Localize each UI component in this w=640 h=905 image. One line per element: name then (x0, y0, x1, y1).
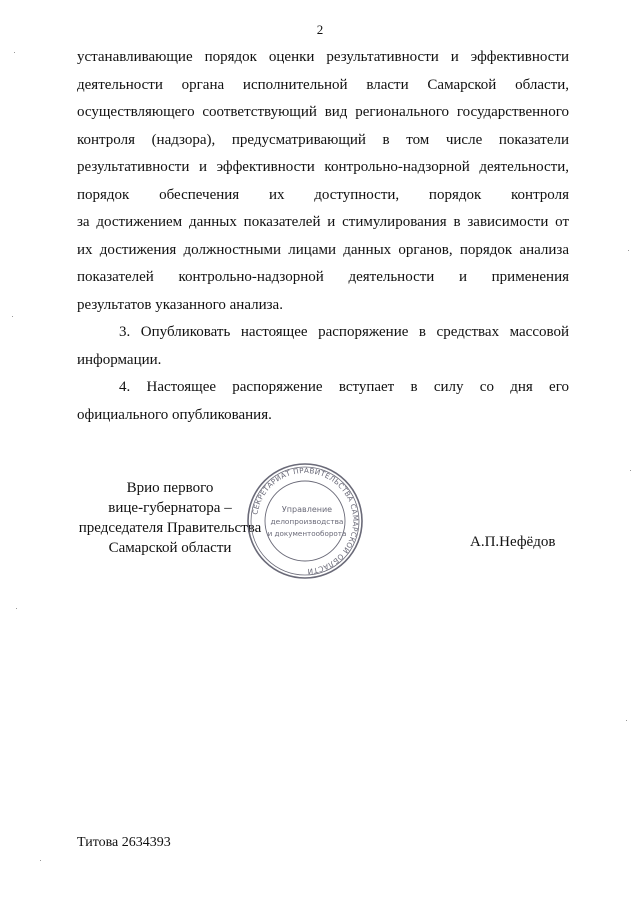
signatory-title (70, 478, 270, 558)
document-body (77, 44, 569, 429)
paragraph-line: порядок обеспечения их доступности, порядок контроля (77, 186, 569, 203)
item-3-line: 3. Опубликовать настоящее распоряжение в средствах массовой (119, 324, 569, 340)
official-stamp (245, 461, 365, 581)
signer-name: А.П.Нефёдов (470, 534, 556, 550)
executor-note: Титова 2634393 (77, 835, 171, 850)
item-4-line: 4. Настоящее распоряжение вступает в силу со дня его (119, 379, 569, 395)
page-number: 2 (316, 22, 324, 37)
svg-text:СЕКРЕТАРИАТ ПРАВИТЕЛЬСТВА САМА: СЕКРЕТАРИАТ ПРАВИТЕЛЬСТВА САМАРСКОЙ ОБЛАСТИ (250, 465, 361, 577)
paragraph-line: за достижением данных показателей и стимулирования в зависимости от (77, 214, 569, 230)
paragraph-line: осуществляющего соответствующий вид регионального государственного (77, 104, 569, 120)
svg-text:делопроизводства: делопроизводства (270, 517, 344, 526)
svg-text:Управление: Управление (281, 505, 333, 514)
paragraph-line: деятельности органа исполнительной власти Самарской области, (77, 76, 569, 93)
paragraph-line: их достижения должностными лицами данных органов, порядок анализа (77, 241, 569, 258)
signatory-title-line: Врио первого (126, 480, 214, 496)
svg-text:и документооборота: и документооборота (267, 529, 347, 538)
signatory-title-line: Самарской области (108, 540, 232, 556)
item-4-line: официального опубликования. (77, 406, 272, 423)
stamp-seal-graphic (245, 461, 365, 581)
paragraph-line: результатов указанного анализа. (77, 296, 283, 313)
paragraph-line: показателей контрольно-надзорной деятельности и применения (77, 269, 569, 285)
paragraph-line: результативности и эффективности контрольно-надзорной деятельности, (77, 159, 569, 175)
signatory-title-line: вице-губернатора – (108, 500, 232, 516)
paragraph-line: устанавливающие порядок оценки результативности и эффективности (77, 49, 569, 65)
signatory-title-line: председателя Правительства (78, 520, 262, 536)
item-3-line: информации. (77, 351, 162, 368)
paragraph-line: контроля (надзора), предусматривающий в том числе показатели (77, 131, 569, 148)
